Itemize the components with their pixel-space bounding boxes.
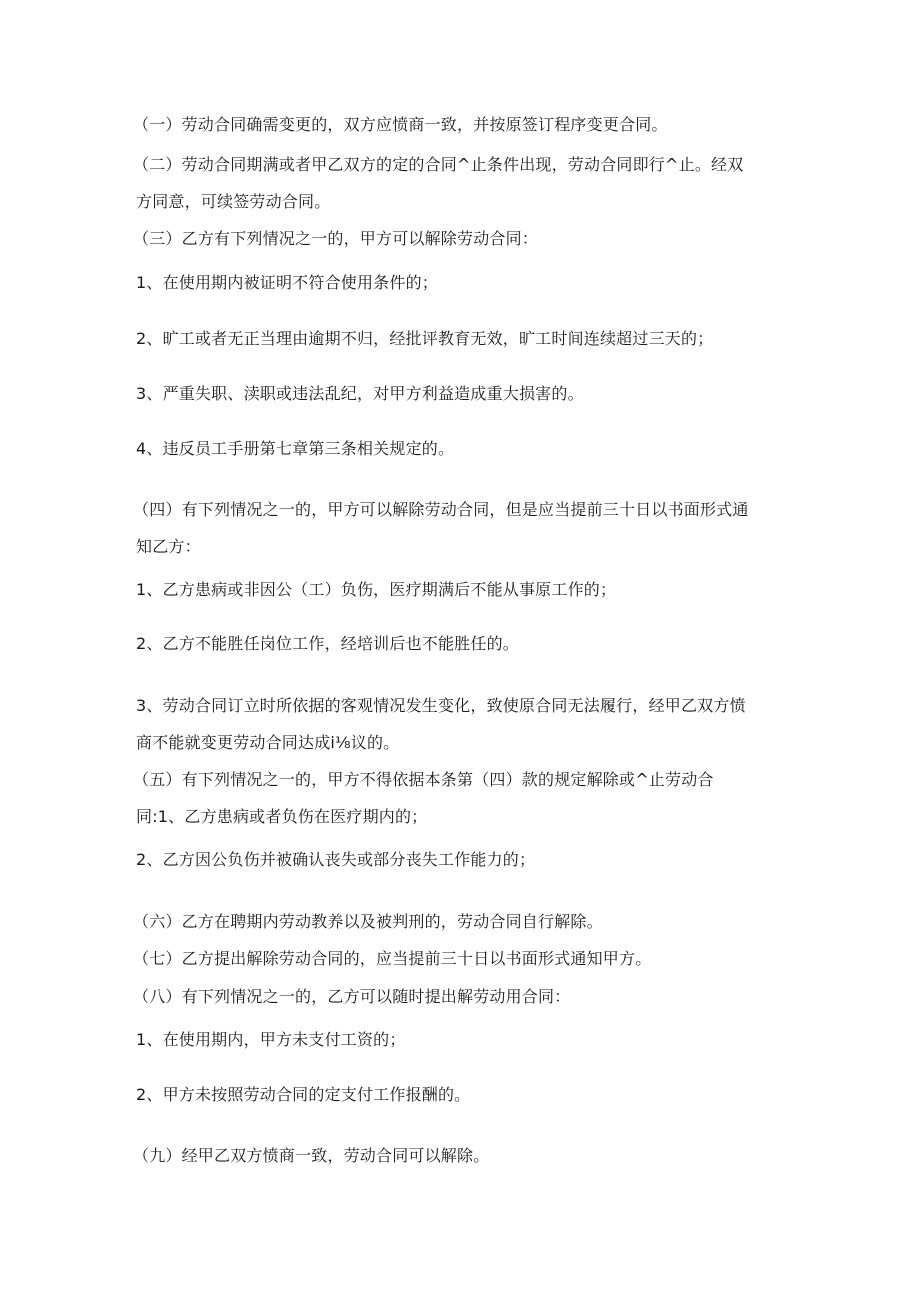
clause-8-item-1: 1、在使用期内，甲方未支付工资的； [136, 1030, 406, 1049]
clause-9: （九）经甲乙双方愤商一致，劳动合同可以解除。 [133, 1146, 490, 1165]
clause-3-item-3: 3、严重失职、渎职或违法乱纪，对甲方利益造成重大损害的。 [136, 384, 584, 403]
clause-5-line-2: 同:1、乙方患病或者负伤在医疗期内的； [136, 807, 428, 826]
clause-8-item-2: 2、甲方未按照劳动合同的定支付工作报酬的。 [136, 1085, 471, 1104]
clause-5-line-1: （五）有下列情况之一的，甲方不得依据本条第（四）款的规定解除或^止劳动合 [133, 770, 714, 789]
clause-7: （七）乙方提出解除劳动合同的，应当提前三十日以书面形式通知甲方。 [133, 949, 652, 968]
clause-1: （一）劳动合同确需变更的，双方应愤商一致，并按原签订程序变更合同。 [133, 115, 668, 134]
clause-3-item-1: 1、在使用期内被证明不符合使用条件的； [136, 273, 438, 292]
clause-4-line-2: 知乙方： [136, 537, 201, 556]
clause-5-item-2: 2、乙方因公负伤并被确认丧失或部分丧失工作能力的； [136, 850, 536, 869]
clause-8-heading: （八）有下列情况之一的，乙方可以随时提出解劳动用合同： [133, 987, 571, 1006]
clause-2-line-1: （二）劳动合同期满或者甲乙双方的定的合同^止条件出现，劳动合同即行^止。经双 [133, 155, 744, 174]
clause-4-line-1: （四）有下列情况之一的，甲方可以解除劳动合同，但是应当提前三十日以书面形式通 [133, 500, 749, 519]
clause-4-item-1: 1、乙方患病或非因公（工）负伤，医疗期满后不能从事原工作的； [136, 580, 617, 599]
clause-4-item-3-line-1: 3、劳动合同订立时所依据的客观情况发生变化，致使原合同无法履行，经甲乙双方愤 [136, 696, 746, 715]
clause-6: （六）乙方在聘期内劳动教养以及被判刑的，劳动合同自行解除。 [133, 912, 603, 931]
clause-4-item-2: 2、乙方不能胜任岗位工作，经培训后也不能胜任的。 [136, 634, 519, 653]
clause-2-line-2: 方同意，可续签劳动合同。 [136, 192, 331, 211]
clause-4-item-3-line-2: 商不能就变更劳动合同达成i⅛议的。 [136, 733, 400, 752]
clause-3-heading: （三）乙方有下列情况之一的，甲方可以解除劳动合同： [133, 229, 539, 248]
clause-3-item-2: 2、旷工或者无正当理由逾期不归，经批评教育无效，旷工时间连续超过三天的； [136, 329, 714, 348]
clause-3-item-4: 4、违反员工手册第七章第三条相关规定的。 [136, 439, 455, 458]
